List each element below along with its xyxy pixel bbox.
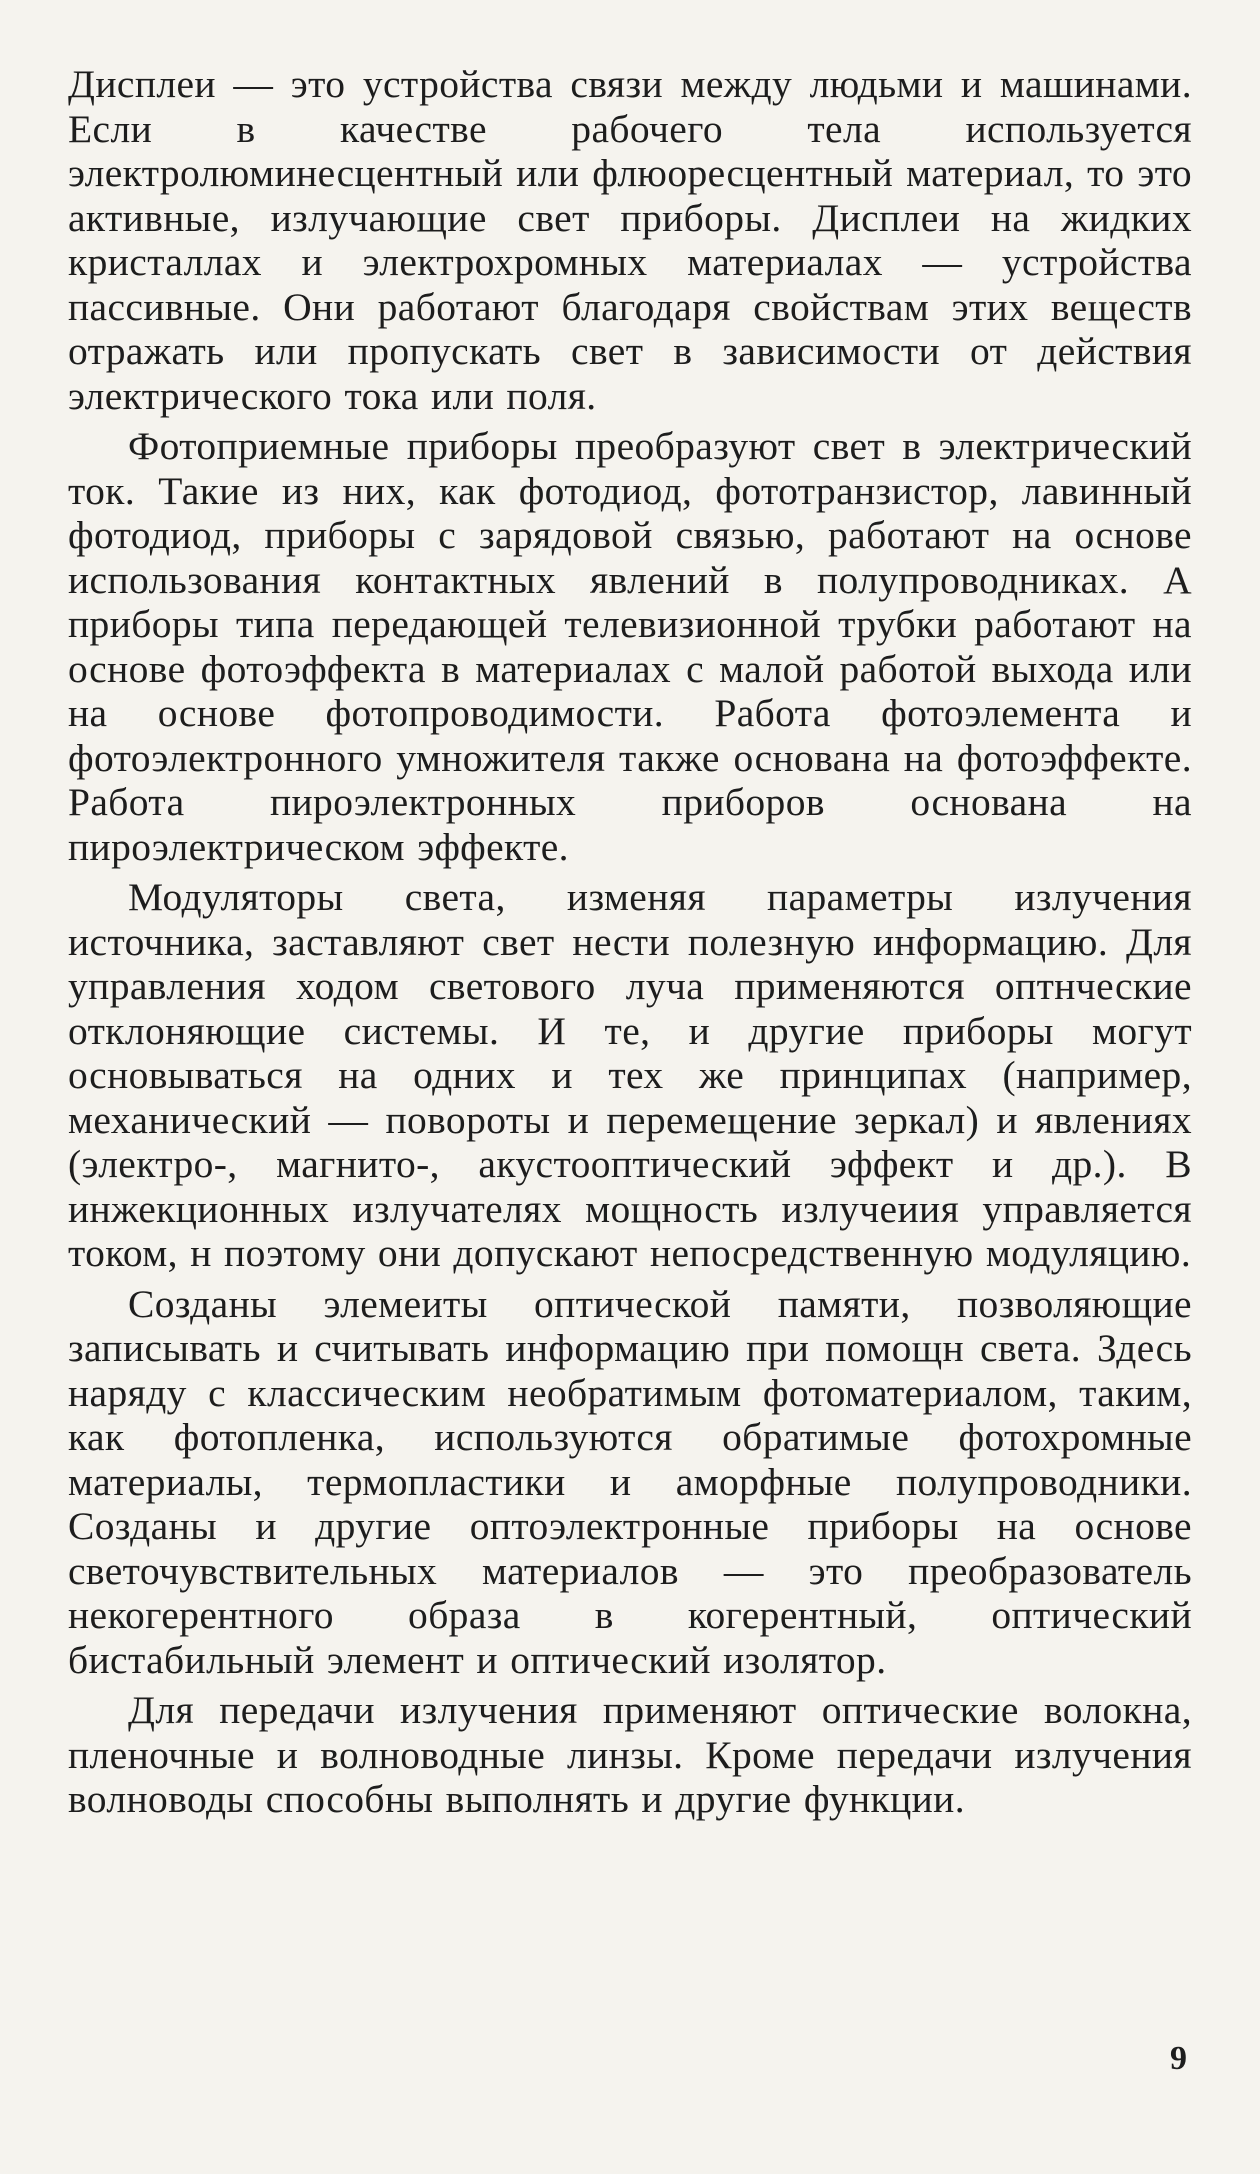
paragraph-optical-memory: Созданы элемеиты оптической памяти, позволяющие записывать и считывать информацию при помощн света. Здесь наряду с классическим необратимым фотоматериалом, таким, как фотопленка, используются обратимые фотохромные материалы, термопластики и аморфные полупроводники. Созданы и другие оптоэлектронные приборы на основе светочувствительных материалов — это преобразователь некогерентного образа в когерентный, оптический бистабильный элемент и оптический изолятор. bbox=[68, 1281, 1192, 1682]
paragraph-transmission: Для передачи излучения применяют оптические волокна, пленочные и волноводные линзы. Кроме передачи излучения волноводы способны выполнять и другие функции. bbox=[68, 1688, 1192, 1821]
page-body bbox=[68, 62, 1192, 1822]
paragraph-displays: Дисплеи — это устройства связи между людьми и машинами. Если в качестве рабочего тела используется электролюминесцентный или флюоресцентный материал, то это активные, излучающие свет приборы. Дисплеи на жидких кристаллах и электрохромных материалах — устройства пассивные. Они работают благодаря свойствам этих веществ отражать или пропускать свет в зависимости от действия электрического тока или поля. bbox=[68, 62, 1192, 418]
paragraph-light-modulators: Модуляторы света, изменяя параметры излучения источника, заставляют свет нести полезную информацию. Для управления ходом светового луча применяются оптнческие отклоняющие системы. И те, и другие приборы могут основываться на одних и тех же принципах (например, механический — повороты и перемещение зеркал) и явлениях (электро-, магнито-, акустооптический эффект и др.). В инжекционных излучателях мощность излучеиия управляется током, н поэтому они допускают непосредственную модуляцию. bbox=[68, 875, 1192, 1275]
paragraph-photodetectors: Фотоприемные приборы преобразуют свет в электрический ток. Такие из них, как фотодиод, фототранзистор, лавинный фотодиод, приборы с зарядовой связью, работают на основе использования контактных явлений в полупроводниках. А приборы типа передающей телевизионной трубки работают на основе фотоэффекта в материалах с малой работой выхода или на основе фотопроводимости. Работа фотоэлемента и фотоэлектронного умножителя также основана на фотоэффекте. Работа пироэлектронных приборов основана на пироэлектрическом эффекте. bbox=[68, 424, 1192, 869]
page-number: 9 bbox=[1170, 2040, 1187, 2077]
